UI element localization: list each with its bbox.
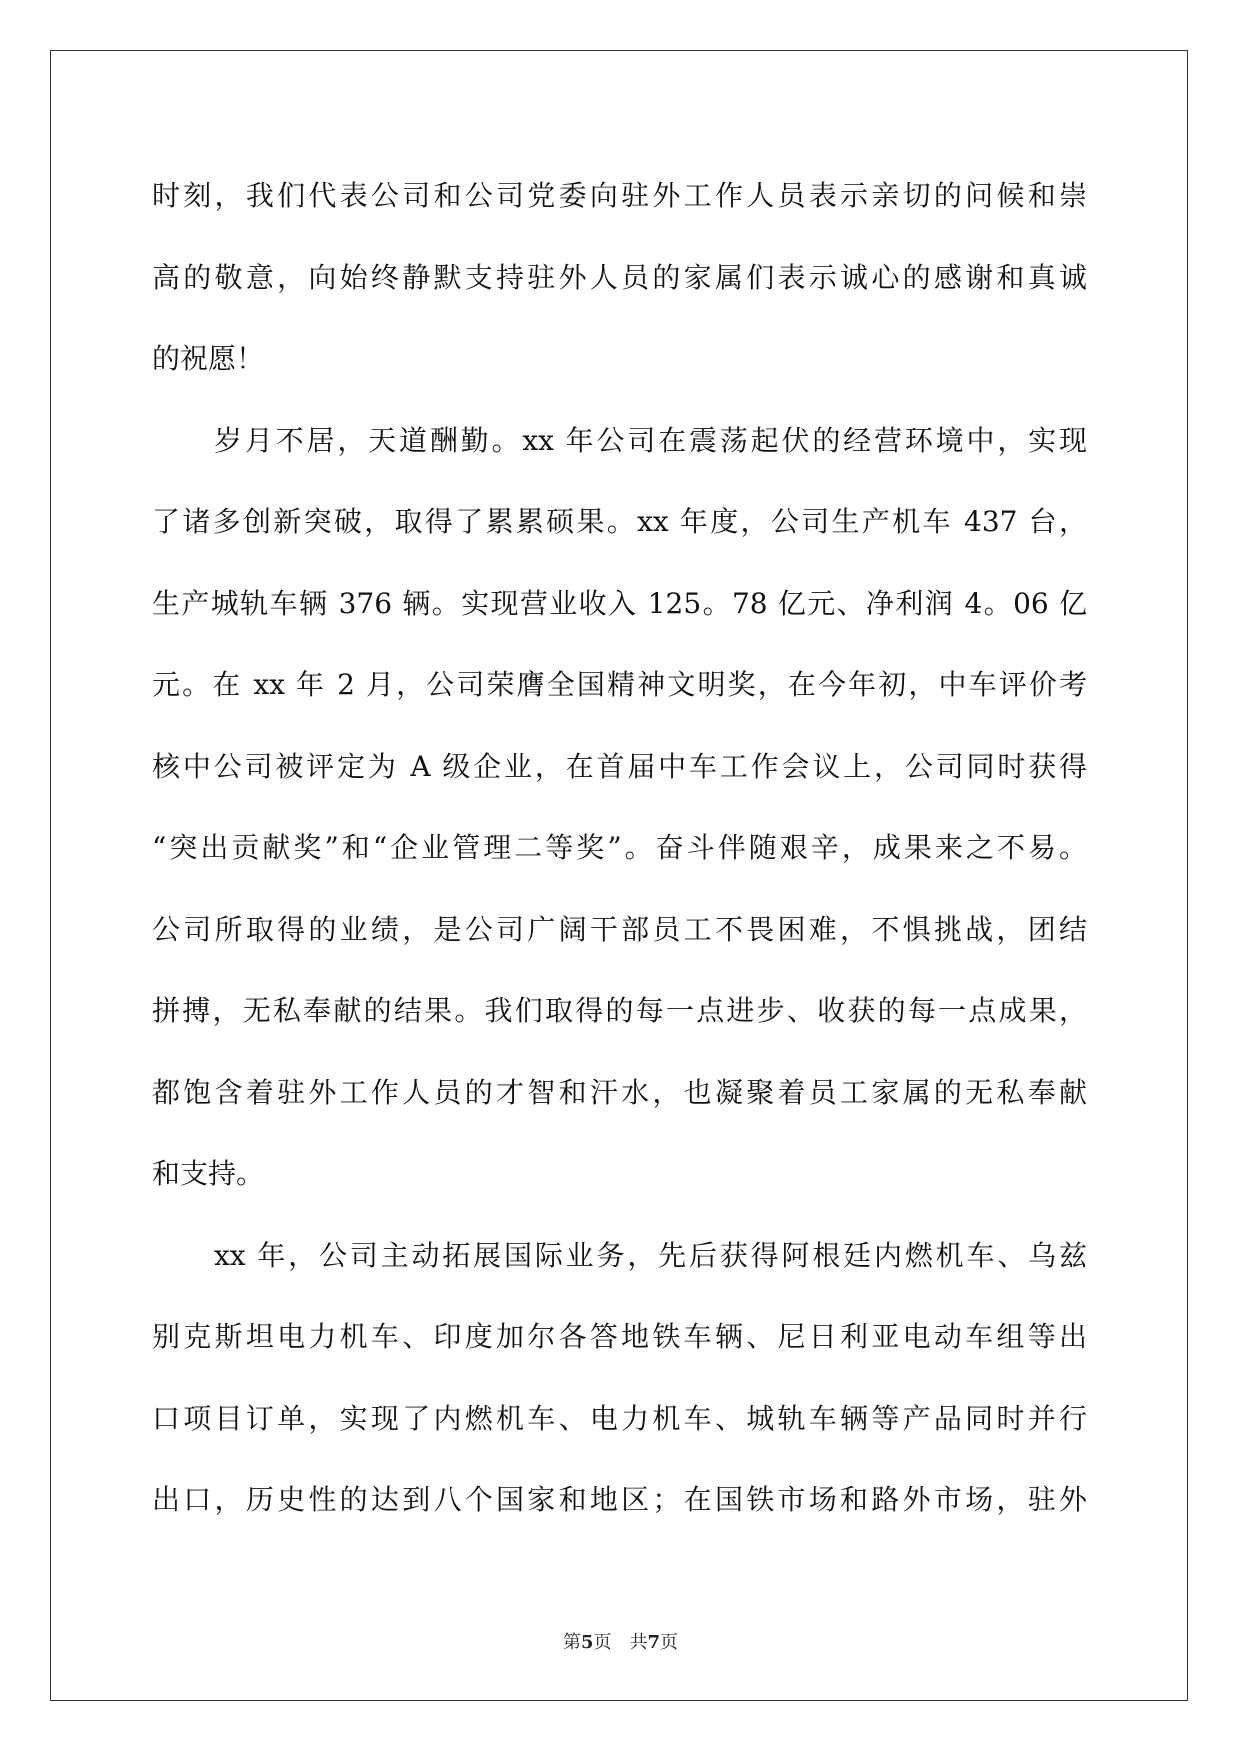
text-line: 岁月不居，天道酬勤。xx 年公司在震荡起伏的经营环境中，实现: [214, 423, 1087, 457]
total-page-number: 7: [647, 1632, 661, 1653]
text-line: 高的敬意，向始终静默支持驻外人员的家属们表示诚心的感谢和真诚: [152, 260, 1087, 294]
document-body: [152, 155, 1087, 1541]
text-line: 都饱含着驻外工作人员的才智和汗水，也凝聚着员工家属的无私奉献: [152, 1075, 1087, 1109]
text-line: xx 年，公司主动拓展国际业务，先后获得阿根廷内燃机车、乌兹: [214, 1238, 1087, 1272]
text-line: 和支持。: [152, 1157, 265, 1190]
text-line: 生产城轨车辆 376 辆。实现营业收入 125。78 亿元、净利润 4。06 亿: [152, 586, 1087, 620]
text-line: “突出贡献奖”和“企业管理二等奖”。奋斗伴随艰辛，成果来之不易。: [152, 831, 1087, 864]
page-prefix: 第: [562, 1632, 581, 1653]
text-line: 口项目订单，实现了内燃机车、电力机车、城轨车辆等产品同时并行: [152, 1401, 1087, 1435]
text-line: 出口，历史性的达到八个国家和地区；在国铁市场和路外市场，驻外: [152, 1483, 1087, 1516]
page-suffix: 页: [593, 1632, 612, 1653]
text-line: 元。在 xx 年 2 月，公司荣膺全国精神文明奖，在今年初，中车评价考: [152, 668, 1087, 701]
text-line: 核中公司被评定为 A 级企业，在首届中车工作会议上，公司同时获得: [152, 749, 1087, 783]
page-footer: [0, 1628, 1241, 1654]
text-line: 拼搏，无私奉献的结果。我们取得的每一点进步、收获的每一点成果，: [152, 994, 1087, 1027]
text-line: 公司所取得的业绩，是公司广阔干部员工不畏困难，不惧挑战，团结: [152, 912, 1087, 946]
current-page-number: 5: [580, 1632, 594, 1653]
text-line: 了诸多创新突破，取得了累累硕果。xx 年度，公司生产机车 437 台，: [152, 505, 1087, 538]
text-line: 时刻，我们代表公司和公司党委向驻外工作人员表示亲切的问候和崇: [152, 179, 1087, 212]
text-line: 别克斯坦电力机车、印度加尔各答地铁车辆、尼日利亚电动车组等出: [152, 1320, 1087, 1353]
total-prefix: 共: [629, 1632, 648, 1653]
total-suffix: 页: [660, 1632, 679, 1653]
text-line: 的祝愿！: [152, 342, 265, 375]
